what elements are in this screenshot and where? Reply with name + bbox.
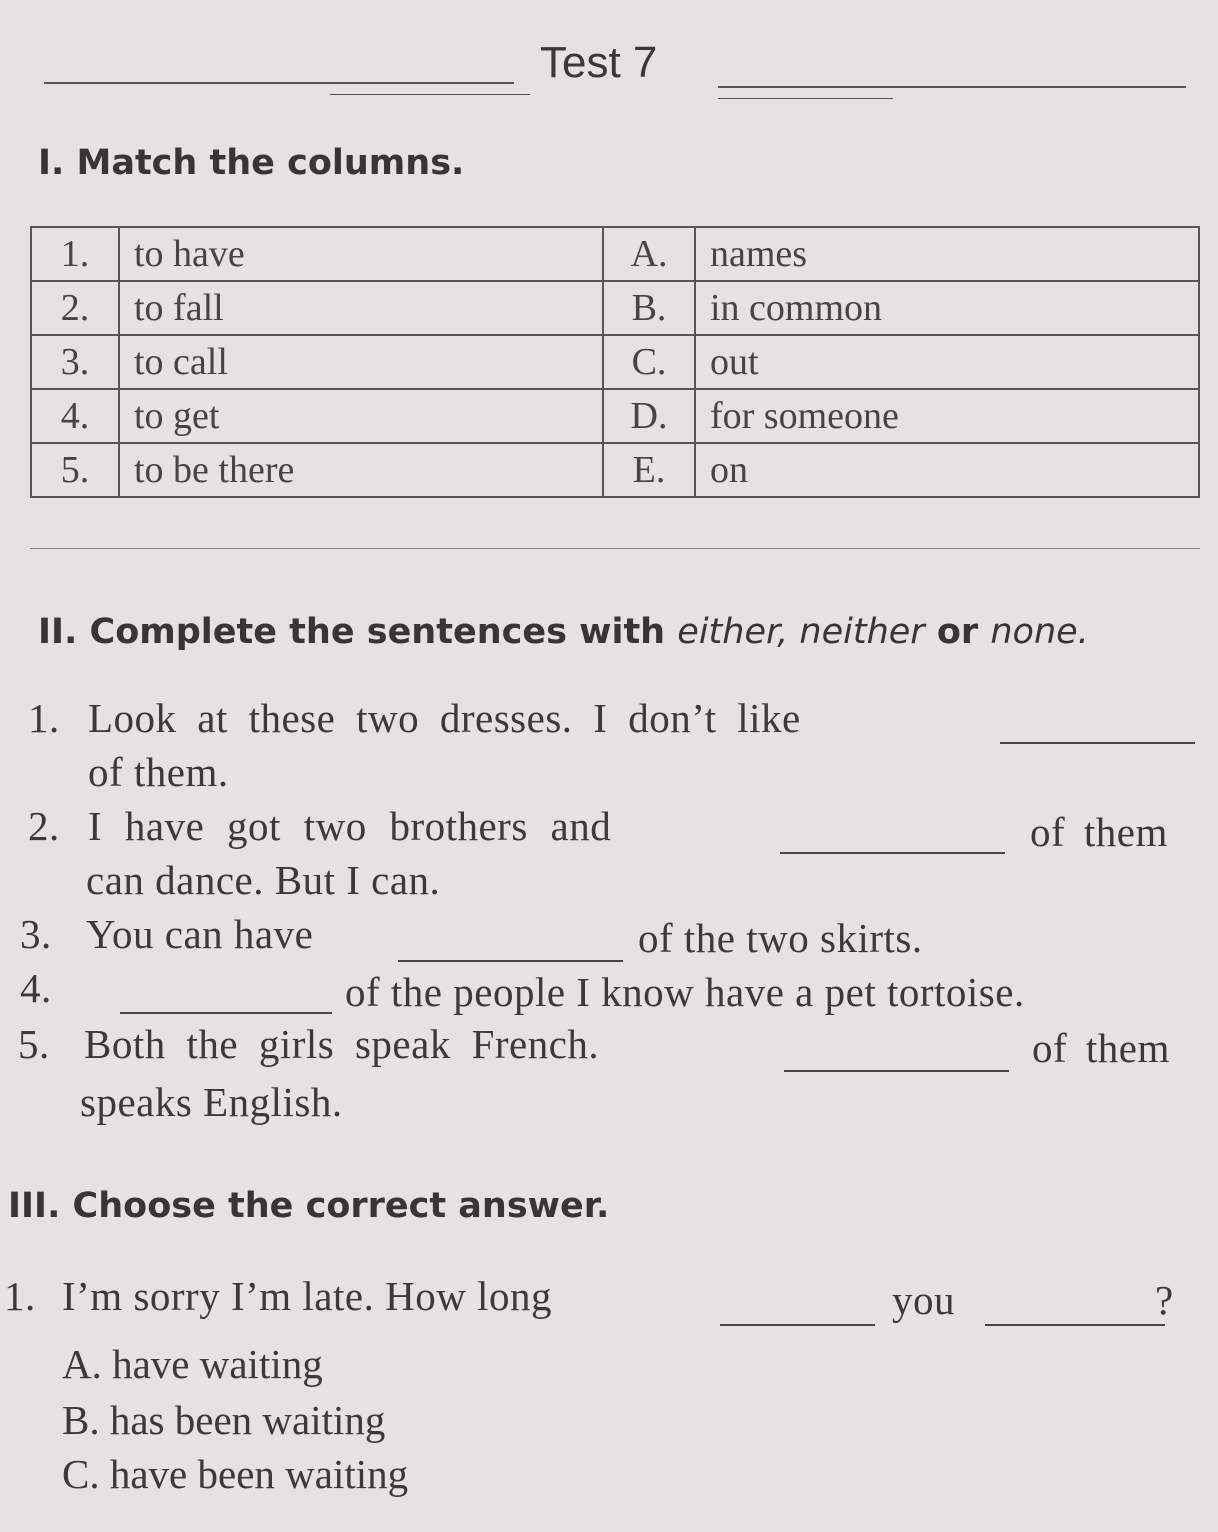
answer-blank[interactable] [985, 1324, 1165, 1326]
item-number: 2. [28, 803, 60, 849]
table-row [31, 281, 1199, 335]
answer-option-b[interactable]: B. has been waiting [62, 1397, 386, 1443]
row-number: 4. [31, 389, 119, 443]
answer-option-a[interactable]: A. have waiting [62, 1341, 323, 1387]
header-rule-left-lower [330, 94, 530, 95]
match-table [30, 226, 1200, 498]
item-text: Both the girls speak French. [84, 1021, 600, 1067]
row-right-term: in common [695, 281, 1199, 335]
row-number: 2. [31, 281, 119, 335]
item-text-after-blank: of the people I know have a pet tortoise. [345, 969, 1025, 1015]
item-number: 1. [28, 695, 60, 741]
row-left-term: to call [119, 335, 603, 389]
row-right-term: out [695, 335, 1199, 389]
item-number: 5. [18, 1021, 50, 1067]
answer-blank[interactable] [398, 960, 623, 962]
question-number: 1. [4, 1273, 36, 1319]
table-row [31, 335, 1199, 389]
row-number: 3. [31, 335, 119, 389]
table-row [31, 227, 1199, 281]
item-text: Look at these two dresses. I don’t like [88, 695, 801, 741]
item-text-continued: speaks English. [80, 1079, 343, 1125]
row-letter: C. [603, 335, 695, 389]
header-rule-right [718, 86, 1186, 88]
row-number: 5. [31, 443, 119, 497]
answer-option-c[interactable]: C. have been waiting [62, 1451, 409, 1497]
item-text-after-blank: of them [1030, 809, 1168, 855]
row-left-term: to be there [119, 443, 603, 497]
item-text: You can have [86, 911, 314, 957]
question-text-mid: you [892, 1277, 955, 1323]
item-text-continued: of them. [88, 749, 229, 795]
section1-heading: I. Match the columns. [38, 143, 465, 183]
row-letter: D. [603, 389, 695, 443]
row-right-term: for someone [695, 389, 1199, 443]
header-rule-right-lower [718, 98, 893, 99]
section2-heading [38, 612, 1089, 652]
answer-blank[interactable] [720, 1324, 875, 1326]
row-left-term: to fall [119, 281, 603, 335]
section3-heading: III. Choose the correct answer. [8, 1186, 610, 1226]
row-number: 1. [31, 227, 119, 281]
row-left-term: to get [119, 389, 603, 443]
row-letter: B. [603, 281, 695, 335]
answer-blank[interactable] [784, 1070, 1009, 1072]
page-title: Test 7 [540, 38, 658, 87]
section2-heading-prefix: II. Complete the sentences with [38, 612, 678, 652]
row-letter: A. [603, 227, 695, 281]
item-text-continued: can dance. But I can. [86, 857, 441, 903]
table-row [31, 443, 1199, 497]
item-text-after-blank: of the two skirts. [638, 915, 923, 961]
section-divider [30, 548, 1200, 549]
question-mark: ? [1155, 1277, 1174, 1323]
header-rule-left [44, 82, 514, 84]
item-number: 3. [20, 911, 52, 957]
item-number: 4. [20, 965, 52, 1011]
section2-heading-word2: none. [990, 612, 1089, 652]
answer-blank[interactable] [120, 1012, 332, 1014]
row-letter: E. [603, 443, 695, 497]
row-right-term: on [695, 443, 1199, 497]
question-text: I’m sorry I’m late. How long [62, 1273, 552, 1319]
answer-blank[interactable] [780, 852, 1005, 854]
row-left-term: to have [119, 227, 603, 281]
answer-blank[interactable] [1000, 742, 1195, 744]
item-text: I have got two brothers and [88, 803, 612, 849]
item-text-after-blank: of them [1032, 1025, 1170, 1071]
section2-heading-word1: either, neither [677, 612, 925, 652]
section2-heading-mid: or [924, 612, 991, 652]
table-row [31, 389, 1199, 443]
row-right-term: names [695, 227, 1199, 281]
